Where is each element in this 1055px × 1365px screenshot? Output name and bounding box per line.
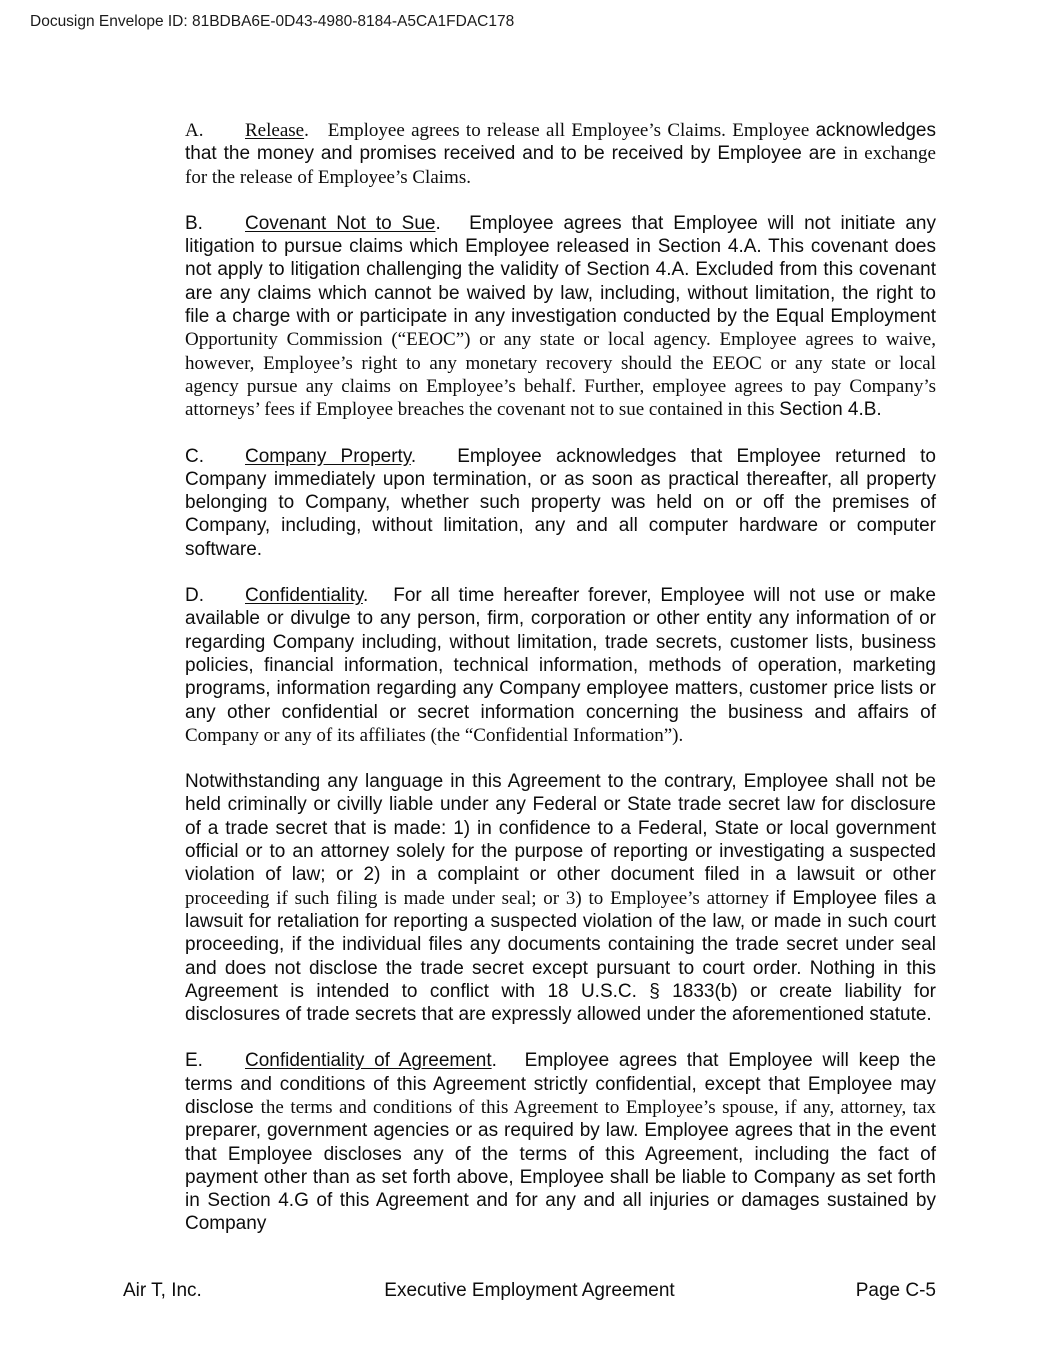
paragraph-a-release xyxy=(185,119,936,189)
paragraph-trade-secret-notice xyxy=(185,770,936,1026)
paragraph-text-run: Section 4.B. xyxy=(779,399,882,421)
paragraph-text-run: if Employee files a lawsuit for retaliation for reporting a suspected violation of the law, or made in such court proceeding, if the individual files any documents containing the trade secret under seal and does not disclose the trade secret except pursuant to court order. Nothing in this Agreement is intended to conflict with 18 U.S.C. § 1833(b) or create liability for disclosures of trade secrets that are expressly allowed under the aforementioned statute. xyxy=(185,887,936,1026)
section-letter: A. xyxy=(185,120,204,141)
paragraph-e-confidentiality-of-agreement xyxy=(185,1049,936,1235)
paragraph-text-run: Opportunity Commission (“EEOC”) or any state or local agency. Employee agrees to waive, however, Employee’s right to any monetary recovery should the EEOC or any state or local agency pursue any claims on Employee’s behalf. Further, employee agrees to pay Company’s attorneys’ fees if Employee breaches the covenant not to sue contained in this xyxy=(185,329,936,421)
section-letter: E. xyxy=(185,1050,203,1072)
section-heading: Covenant Not to Sue xyxy=(245,212,436,234)
footer-company-name: Air T, Inc. xyxy=(123,1280,202,1301)
section-heading-period: . xyxy=(410,445,417,467)
section-heading-period: . xyxy=(435,212,441,234)
section-heading: Release xyxy=(245,120,305,141)
document-body xyxy=(185,119,936,1236)
paragraph-c-company-property xyxy=(185,445,936,561)
paragraph-text-run: acknowledges that the money and promises received and to be received by Employee are xyxy=(185,120,936,165)
section-heading-period: . xyxy=(304,120,309,141)
section-heading: Confidentiality xyxy=(245,585,363,607)
paragraph-text-run: Employee agrees to release all Employee’s Claims. Employee xyxy=(327,120,816,141)
paragraph-text-run: preparer, government agencies or as required by law. Employee agrees that in the event that Employee discloses any of the terms of this Agreement, including the fact of payment other than as set forth above, Employee shall be liable to Company as set forth in Section 4.G of this Agreement and for any and all injuries or damages sustained by Company xyxy=(185,1120,936,1235)
paragraph-text-run: Employee agrees that Employee will not initiate any litigation to pursue claims which Employee released in Section 4.A. This covenant does not apply to litigation challenging the validity of Section 4.A. Excluded from this covenant are any claims which cannot be waived by law, including, without limitation, the right to file a charge with or participate in any investigation conducted by the Equal Employment xyxy=(185,212,936,328)
paragraph-text-run: Company or any of its affiliates (the “Confidential Information”). xyxy=(185,724,684,746)
paragraph-text-run: Employee acknowledges that Employee returned to Company immediately upon termination, or as soon as practical thereafter, all property belonging to Company, whether such property was held on or off the premises of Company, including, without limitation, any and all computer hardware or computer software. xyxy=(185,445,936,560)
section-letter: B. xyxy=(185,212,203,234)
section-letter: C. xyxy=(185,445,204,467)
paragraph-text-run: in exchange for the release of Employee’s Claims. xyxy=(185,143,936,188)
paragraph-text-run: Notwithstanding any language in this Agreement to the contrary, Employee shall not be held criminally or civilly liable under any Federal or State trade secret law for disclosure of a trade secret that is made: 1) in confidence to a Federal, State or local government official or to an attorney solely for the purpose of reporting or investigating a suspected violation of law; or 2) in a complaint or other document filed in a lawsuit or other xyxy=(185,771,936,886)
paragraph-d-confidentiality xyxy=(185,584,936,747)
paragraph-text-run: Employee agrees that Employee will keep the terms and conditions of this Agreement strictly confidential, except that Employee may disclose xyxy=(185,1050,937,1118)
section-heading-period: . xyxy=(362,585,369,607)
section-heading: Company Property xyxy=(245,445,411,467)
paragraph-b-covenant-not-to-sue xyxy=(185,212,936,422)
section-heading: Confidentiality of Agreement xyxy=(245,1050,492,1072)
section-heading-period: . xyxy=(491,1050,497,1072)
page-footer xyxy=(123,1280,936,1302)
section-letter: D. xyxy=(185,585,204,607)
footer-document-title: Executive Employment Agreement xyxy=(384,1280,675,1301)
paragraph-text-run: the terms and conditions of this Agreement to Employee’s spouse, if any, attorney, tax xyxy=(260,1096,936,1118)
paragraph-text-run: For all time hereafter forever, Employee will not use or make available or divulge to any person, firm, corporation or other entity any information of or regarding Company including, without limitation, trade secrets, customer lists, business policies, financial information, technical information, methods of operation, marketing programs, information regarding any Company employee matters, customer price lists or any other confidential or secret information concerning the business and affairs of xyxy=(185,585,936,723)
docusign-envelope-id: Docusign Envelope ID: 81BDBA6E-0D43-4980-8184-A5CA1FDAC178 xyxy=(30,13,515,30)
footer-page-number: Page C-5 xyxy=(855,1280,936,1301)
paragraph-text-run: proceeding if such filing is made under seal; or 3) to Employee’s attorney xyxy=(185,887,776,909)
